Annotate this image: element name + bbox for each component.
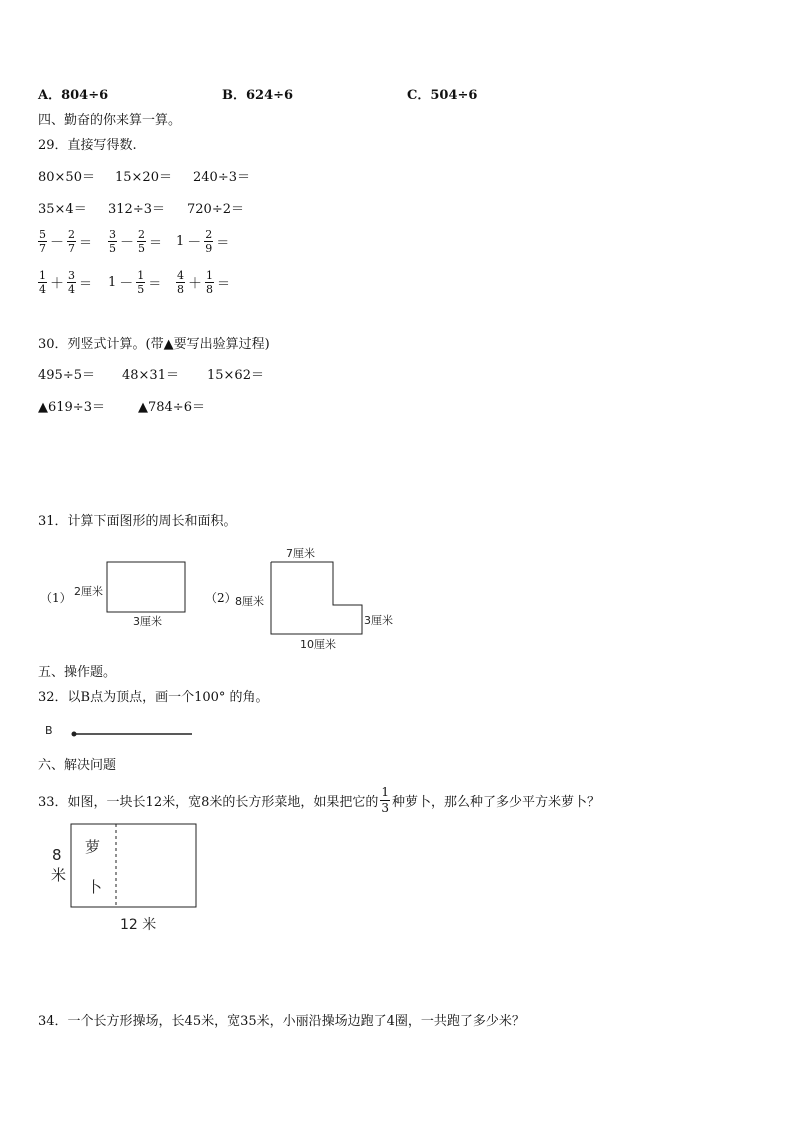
q33-title (38, 785, 600, 816)
q34-title: 34．一个长方形操场，长45米，宽35米，小丽沿操场边跑了4圈，一共跑了多少米？ (38, 1014, 525, 1029)
q29-r1-c2: 15×20＝ (115, 170, 172, 185)
q29-r1-c1: 80×50＝ (38, 170, 95, 185)
vertex-dot (72, 732, 77, 737)
choice-c: C．504÷6 (407, 88, 478, 103)
q31-figure-1 (70, 555, 200, 633)
q30-r1-c1: 495÷5＝ (38, 368, 95, 383)
q30-title: 30．列竖式计算。(带▲要写出验算过程) (38, 337, 270, 352)
plot-label-2: 卜 (87, 878, 103, 896)
choice-b: B．624÷6 (222, 88, 294, 103)
fig2-left-label: 8厘米 (235, 595, 264, 608)
width-label: 12 米 (120, 917, 157, 933)
height-num-label: 8 (52, 846, 62, 864)
fraction: $\frac{2}{9}$ (205, 228, 213, 255)
q31-fig2-label: （2） (205, 591, 237, 605)
q32-title: 32．以B点为顶点，画一个100° 的角。 (38, 690, 269, 705)
section-6-heading: 六、解决问题 (38, 758, 117, 773)
fraction: $\frac{1}{8}$ (206, 269, 213, 296)
q33-title-pre: 33．如图，一块长12米，宽8米的长方形菜地，如果把它的 (38, 795, 379, 810)
q29-r4-c1: $\frac{1}{4}$ ＋ $\frac{3}{4}$ ＝ (39, 269, 93, 296)
fraction: $\frac{3}{5}$ (109, 228, 116, 255)
fraction: $\frac{5}{7}$ (39, 228, 46, 255)
q30-r2-c2: ▲784÷6＝ (138, 400, 205, 415)
q29-r3-c2: $\frac{3}{5}$ － $\frac{2}{5}$ ＝ (109, 228, 163, 255)
q30-r1-c2: 48×31＝ (122, 368, 179, 383)
fraction: $\frac{4}{8}$ (177, 269, 184, 296)
q30-r2-c1: ▲619÷3＝ (38, 400, 105, 415)
fig2-bottom-label: 10厘米 (300, 638, 336, 651)
fraction: $\frac{1}{5}$ (137, 269, 145, 296)
q29-r4-c3: $\frac{4}{8}$ ＋ $\frac{1}{8}$ ＝ (177, 269, 231, 296)
fig1-height-label: 2厘米 (74, 585, 103, 598)
plot-label-1: 萝 (85, 838, 101, 856)
q33-figure (40, 818, 210, 940)
q31-fig1-label: （1） (40, 591, 72, 605)
choice-a: A．804÷6 (38, 88, 109, 103)
height-unit-label: 米 (51, 866, 67, 884)
fig2-top-label: 7厘米 (286, 547, 315, 560)
point-b-label: B (45, 724, 53, 737)
fraction: $\frac{2}{7}$ (68, 228, 75, 255)
q33-title-post: 种萝卜，那么种了多少平方米萝卜？ (392, 795, 601, 810)
l-shape (271, 562, 362, 634)
q29-r3-c3: 1 － $\frac{2}{9}$ ＝ (176, 228, 230, 255)
fraction: $\frac{3}{4}$ (68, 269, 75, 296)
q29-r2-c2: 312÷3＝ (108, 202, 165, 217)
fraction: $\frac{2}{5}$ (138, 228, 145, 255)
rectangle-shape (107, 562, 185, 612)
fig2-right-label: 3厘米 (364, 614, 393, 627)
q29-r2-c3: 720÷2＝ (187, 202, 244, 217)
q29-r4-c2: 1 － $\frac{1}{5}$ ＝ (108, 269, 162, 296)
fraction: $\frac{1}{4}$ (39, 269, 46, 296)
section-4-heading: 四、勤奋的你来算一算。 (38, 113, 182, 128)
q30-r1-c3: 15×62＝ (207, 368, 264, 383)
q29-r1-c3: 240÷3＝ (193, 170, 250, 185)
q31-title: 31．计算下面图形的周长和面积。 (38, 514, 237, 529)
fig1-width-label: 3厘米 (133, 615, 162, 628)
q29-r2-c1: 35×4＝ (38, 202, 87, 217)
section-5-heading: 五、操作题。 (38, 665, 117, 680)
q31-figure-2 (232, 542, 402, 654)
q29-title: 29．直接写得数. (38, 138, 137, 153)
q29-r3-c1: $\frac{5}{7}$ － $\frac{2}{7}$ ＝ (39, 228, 93, 255)
q33-fraction: $\frac{1}{3}$ (381, 785, 389, 815)
q32-ray (40, 718, 210, 746)
